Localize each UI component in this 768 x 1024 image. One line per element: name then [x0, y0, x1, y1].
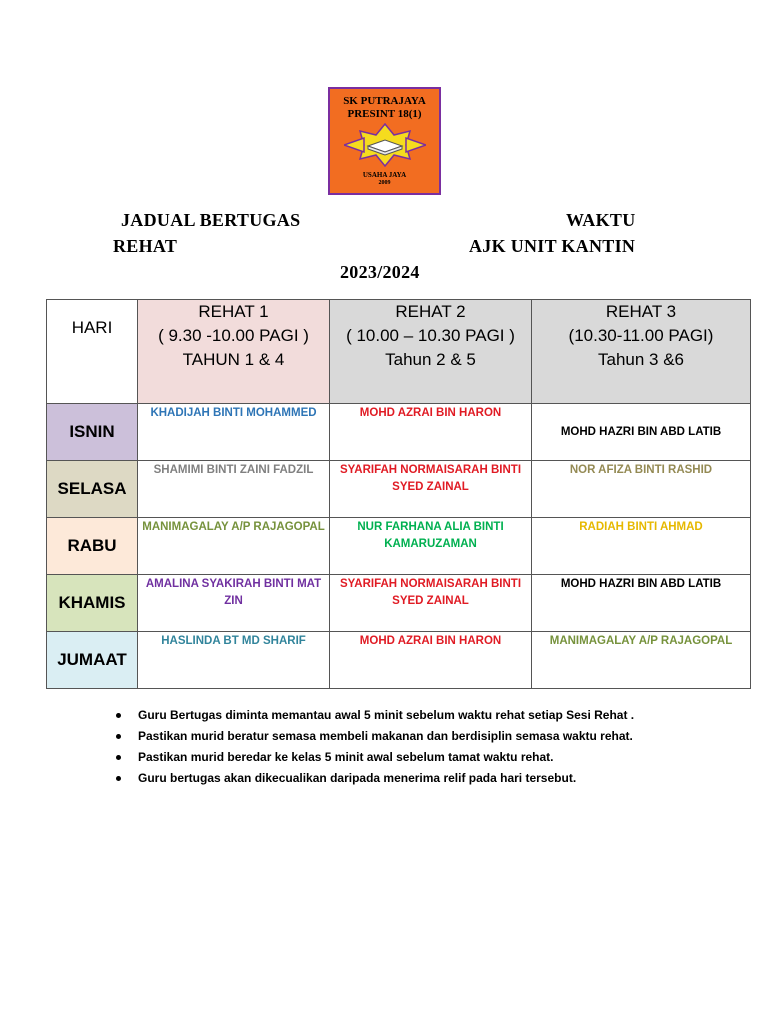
- list-item: Pastikan murid beratur semasa membeli makanan dan berdisiplin semasa waktu rehat.: [112, 726, 672, 746]
- header-rehat-2-year: Tahun 2 & 5: [385, 350, 476, 369]
- table-row: [47, 518, 751, 575]
- header-rehat-1-title: REHAT 1: [198, 302, 269, 321]
- title-right-line1: WAKTU: [566, 210, 636, 230]
- header-rehat-1-year: TAHUN 1 & 4: [182, 350, 285, 369]
- logo-year: 2009: [378, 180, 391, 186]
- header-rehat-3-title: REHAT 3: [605, 302, 677, 321]
- logo-school-name: SK PUTRAJAYA: [343, 95, 426, 107]
- star-book-icon: [344, 123, 426, 167]
- duty-cell: HASLINDA BT MD SHARIF: [138, 632, 330, 689]
- duty-cell: NOR AFIZA BINTI RASHID: [532, 461, 751, 518]
- duty-schedule-table: [46, 299, 751, 689]
- list-item: Guru bertugas akan dikecualikan daripada menerima relif pada hari tersebut.: [112, 768, 672, 788]
- duty-cell: SHAMIMI BINTI ZAINI FADZIL: [138, 461, 330, 518]
- duty-cell: NUR FARHANA ALIA BINTI KAMARUZAMAN: [330, 518, 532, 575]
- table-row: [47, 632, 751, 689]
- logo-motto: USAHA JAYA: [362, 171, 407, 179]
- duty-notes-list: [112, 705, 672, 789]
- day-cell: ISNIN: [47, 404, 138, 461]
- header-rehat-2-title: REHAT 2: [395, 302, 466, 321]
- header-hari: HARI: [47, 300, 138, 404]
- day-cell: JUMAAT: [47, 632, 138, 689]
- title-right-line2: AJK UNIT KANTIN: [469, 236, 636, 256]
- day-cell: KHAMIS: [47, 575, 138, 632]
- duty-cell: SYARIFAH NORMAISARAH BINTI SYED ZAINAL: [330, 575, 532, 632]
- duty-cell: KHADIJAH BINTI MOHAMMED: [138, 404, 330, 461]
- school-logo: [328, 87, 441, 195]
- table-row: [47, 461, 751, 518]
- day-cell: SELASA: [47, 461, 138, 518]
- duty-cell: MOHD AZRAI BIN HARON: [330, 632, 532, 689]
- day-cell: RABU: [47, 518, 138, 575]
- header-rehat-3: [532, 300, 751, 404]
- header-rehat-3-year: Tahun 3 &6: [597, 350, 684, 369]
- duty-cell: MANIMAGALAY A/P RAJAGOPAL: [532, 632, 751, 689]
- duty-cell: AMALINA SYAKIRAH BINTI MAT ZIN: [138, 575, 330, 632]
- duty-cell: RADIAH BINTI AHMAD: [532, 518, 751, 575]
- header-rehat-2: [330, 300, 532, 404]
- header-rehat-2-time: ( 10.00 – 10.30 PAGI ): [346, 326, 515, 345]
- header-rehat-3-time: (10.30-11.00 PAGI): [568, 326, 714, 345]
- logo-school-presint: PRESINT 18(1): [347, 108, 422, 120]
- header-rehat-1-time: ( 9.30 -10.00 PAGI ): [158, 326, 309, 345]
- table-header-row: [47, 300, 751, 404]
- list-item: Pastikan murid beredar ke kelas 5 minit awal sebelum tamat waktu rehat.: [112, 747, 672, 767]
- table-row: [47, 404, 751, 461]
- table-row: [47, 575, 751, 632]
- title-year: 2023/2024: [340, 262, 420, 282]
- duty-cell: MANIMAGALAY A/P RAJAGOPAL: [138, 518, 330, 575]
- duty-cell: MOHD AZRAI BIN HARON: [330, 404, 532, 461]
- header-rehat-1: [138, 300, 330, 404]
- title-left-line1: JADUAL BERTUGAS: [121, 210, 301, 230]
- list-item: Guru Bertugas diminta memantau awal 5 minit sebelum waktu rehat setiap Sesi Rehat .: [112, 705, 672, 725]
- duty-cell: MOHD HAZRI BIN ABD LATIB: [532, 404, 751, 461]
- duty-cell: SYARIFAH NORMAISARAH BINTI SYED ZAINAL: [330, 461, 532, 518]
- title-left-line2: REHAT: [113, 236, 178, 256]
- duty-cell: MOHD HAZRI BIN ABD LATIB: [532, 575, 751, 632]
